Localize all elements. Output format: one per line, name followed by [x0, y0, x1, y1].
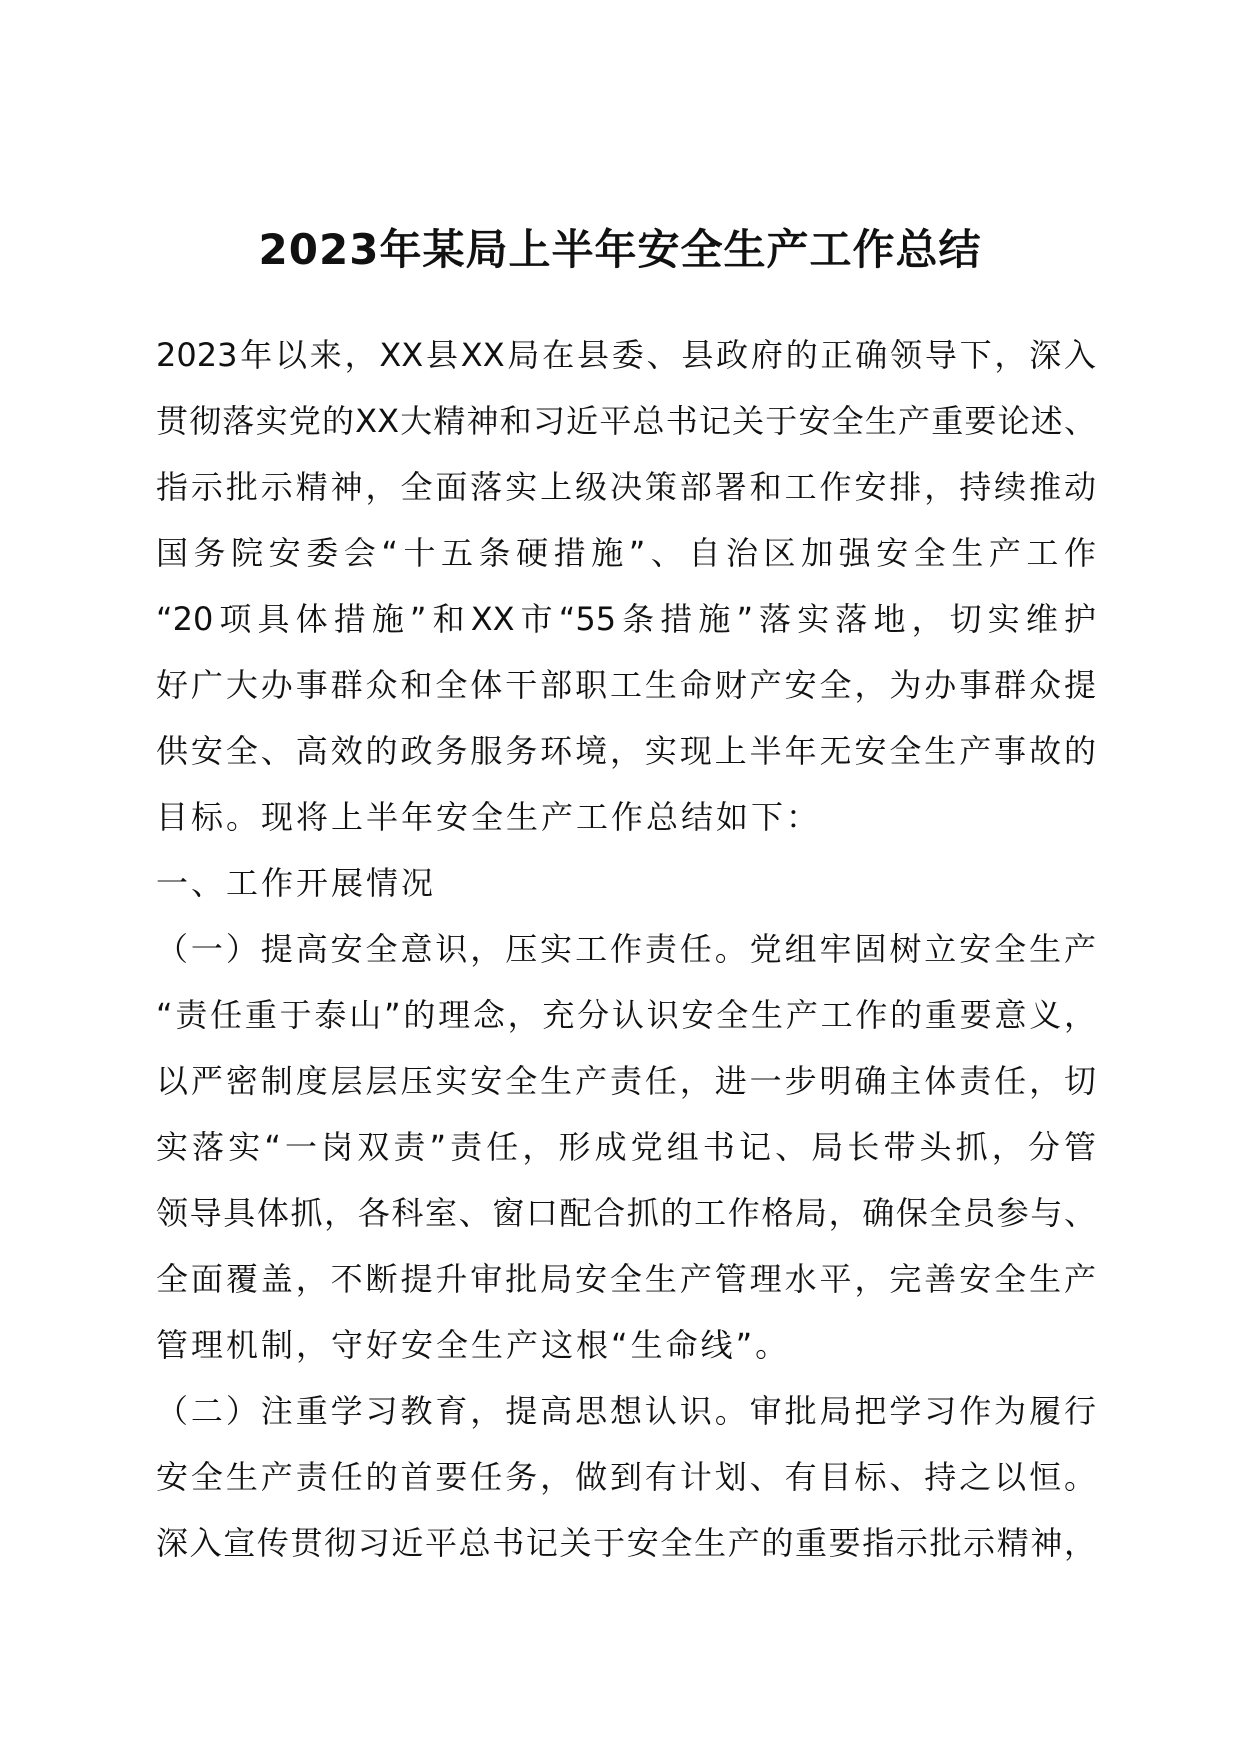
body-line: 领导具体抓，各科室、窗口配合抓的工作格局，确保全员参与、 [156, 1194, 1096, 1232]
body-line: 指示批示精神，全面落实上级决策部署和工作安排，持续推动 [156, 468, 1096, 506]
body-line: 供安全、高效的政务服务环境，实现上半年无安全生产事故的 [156, 732, 1096, 770]
body-line: 国务院安委会“十五条硬措施”、自治区加强安全生产工作 [156, 534, 1096, 572]
body-line: “责任重于泰山”的理念，充分认识安全生产工作的重要意义， [156, 996, 1096, 1034]
body-line: “20项具体措施”和XX市“55条措施”落实落地，切实维护 [156, 600, 1096, 638]
section-heading: 一、工作开展情况 [156, 864, 437, 902]
document-body [156, 322, 1096, 1576]
body-line: 管理机制，守好安全生产这根“生命线”。 [156, 1326, 791, 1364]
body-line: 2023年以来，XX县XX局在县委、县政府的正确领导下，深入 [156, 336, 1096, 374]
body-line: 目标。现将上半年安全生产工作总结如下： [156, 798, 822, 836]
body-line: 全面覆盖，不断提升审批局安全生产管理水平，完善安全生产 [156, 1260, 1096, 1298]
body-line: 深入宣传贯彻习近平总书记关于安全生产的重要指示批示精神， [156, 1524, 1096, 1562]
document-title: 2023年某局上半年安全生产工作总结 [258, 225, 982, 274]
body-line: 好广大办事群众和全体干部职工生命财产安全，为办事群众提 [156, 666, 1096, 704]
body-line: 贯彻落实党的XX大精神和习近平总书记关于安全生产重要论述、 [156, 402, 1096, 440]
body-line: 安全生产责任的首要任务，做到有计划、有目标、持之以恒。 [156, 1458, 1096, 1496]
body-line: （一）提高安全意识，压实工作责任。党组牢固树立安全生产 [156, 930, 1096, 968]
body-line: 以严密制度层层压实安全生产责任，进一步明确主体责任，切 [156, 1062, 1096, 1100]
body-line: （二）注重学习教育，提高思想认识。审批局把学习作为履行 [156, 1392, 1096, 1430]
body-line: 实落实“一岗双责”责任，形成党组书记、局长带头抓，分管 [156, 1128, 1096, 1166]
